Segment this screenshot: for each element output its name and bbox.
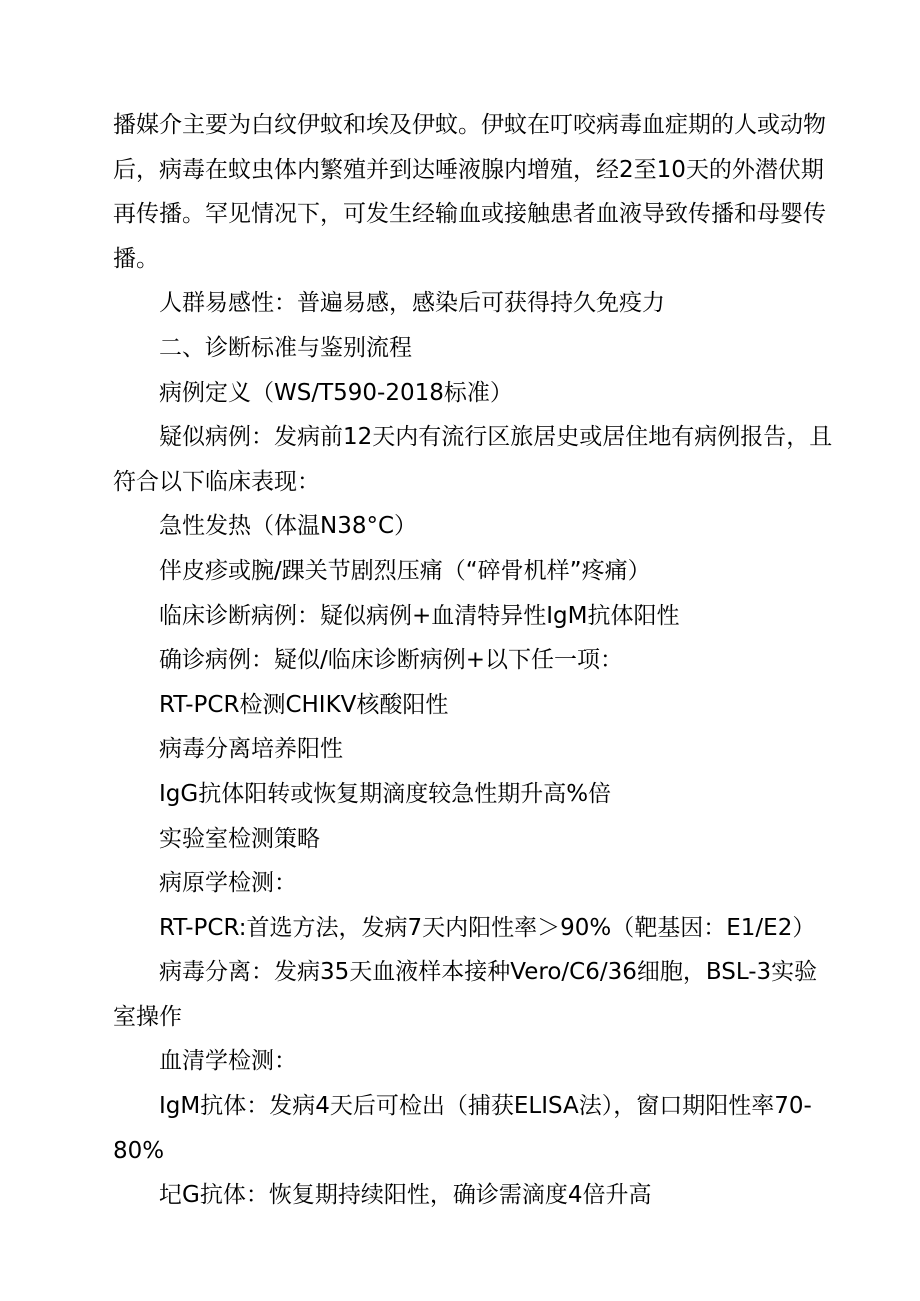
text-line: RT-PCR检测CHIKV核酸阳性 xyxy=(159,691,449,718)
text-line: 急性发热（体温N38°C） xyxy=(159,513,418,540)
text-line: 二、诊断标准与鉴别流程 xyxy=(159,334,412,361)
text-line: 血清学检测： xyxy=(159,1048,297,1075)
paragraph-serology xyxy=(113,1039,835,1084)
paragraph-virus-isolation-method xyxy=(113,950,835,1039)
text-line: 再传播。罕见情况下，可发生经输血或接触患者血液导致传播和母婴传 xyxy=(113,201,826,228)
text-line: 实验室检测策略 xyxy=(159,825,320,852)
paragraph-clinical-case xyxy=(113,594,835,639)
text-line: 圮G抗体：恢复期持续阳性，确诊需滴度4倍升高 xyxy=(159,1182,652,1209)
paragraph-igm-antibody xyxy=(113,1084,835,1173)
text-line: RT-PCR:首选方法，发病7天内阳性率＞90%（靶基因：E1/E2） xyxy=(159,914,816,941)
text-line: 符合以下临床表现： xyxy=(113,468,320,495)
paragraph-pathogen-detection xyxy=(113,861,835,906)
text-line: IgM抗体：发病4天后可检出（捕获ELISA法），窗口期阳性率70- xyxy=(159,1093,812,1120)
document-body xyxy=(113,103,835,1218)
text-line: 疑似病例：发病前12天内有流行区旅居史或居住地有病例报告，且 xyxy=(159,424,833,451)
paragraph-igg-antibody xyxy=(113,1173,835,1218)
text-line: 临床诊断病例：疑似病例+血清特异性IgM抗体阳性 xyxy=(159,602,680,629)
text-line: 播。 xyxy=(113,245,159,272)
paragraph-transmission xyxy=(113,103,835,281)
text-line: 80% xyxy=(113,1137,165,1164)
text-line: 人群易感性：普遍易感，感染后可获得持久免疫力 xyxy=(159,290,665,317)
text-line: 病原学检测： xyxy=(159,870,297,897)
text-line: 伴皮疹或腕/踝关节剧烈压痛（“碎骨机样”疼痛） xyxy=(159,557,651,584)
paragraph-suspected-case xyxy=(113,415,835,504)
paragraph-case-definition xyxy=(113,371,835,416)
paragraph-rt-pcr-method xyxy=(113,906,835,951)
text-line: 确诊病例：疑似/临床诊断病例+以下任一项： xyxy=(159,647,624,674)
text-line: 病毒分离：发病35天血液样本接种Vero/C6/36细胞，BSL-3实验 xyxy=(159,959,818,986)
text-line: 病毒分离培养阳性 xyxy=(159,736,343,763)
text-line: 播媒介主要为白纹伊蚊和埃及伊蚊。伊蚊在叮咬病毒血症期的人或动物 xyxy=(113,112,826,138)
paragraph-rt-pcr-positive xyxy=(113,683,835,728)
section-heading-diagnosis xyxy=(113,326,835,371)
paragraph-virus-isolation-positive xyxy=(113,727,835,772)
text-line: 后，病毒在蚊虫体内繁殖并到达唾液腺内增殖，经2至10天的外潜伏期 xyxy=(113,156,824,183)
paragraph-confirmed-case xyxy=(113,638,835,683)
paragraph-rash-joint-pain xyxy=(113,549,835,594)
text-line: IgG抗体阳转或恢复期滴度较急性期升高%倍 xyxy=(159,780,612,807)
text-line: 室操作 xyxy=(113,1003,182,1030)
paragraph-susceptibility xyxy=(113,281,835,326)
paragraph-fever xyxy=(113,504,835,549)
paragraph-lab-strategy xyxy=(113,817,835,862)
text-line: 病例定义（WS/T590-2018标准） xyxy=(159,379,513,406)
paragraph-igg-seroconversion xyxy=(113,772,835,817)
